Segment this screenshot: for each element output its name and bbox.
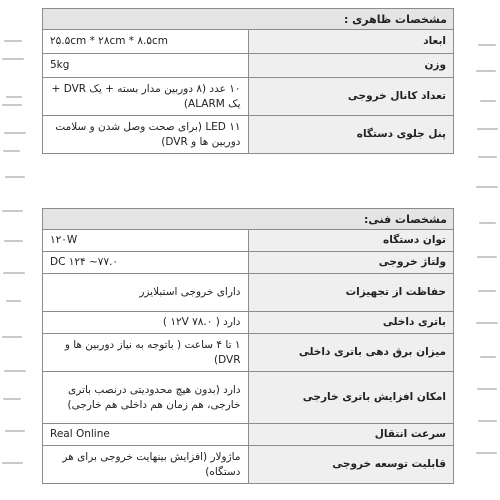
technical-specs-table [42, 208, 454, 484]
spec-value: 5kg [43, 54, 249, 78]
table-row [43, 334, 454, 372]
spec-label: پنل جلوی دستگاه [248, 116, 454, 154]
spec-value: ۱۲۰W [43, 230, 249, 252]
table-header-row [43, 9, 454, 30]
table-row [43, 230, 454, 252]
spec-label: ولتاژ خروجی [248, 252, 454, 274]
table-row [43, 274, 454, 312]
table-row [43, 54, 454, 78]
right-page-edge-fragment [472, 0, 500, 500]
table-row [43, 446, 454, 484]
table-row [43, 78, 454, 116]
spec-label: توان دستگاه [248, 230, 454, 252]
spec-label: ابعاد [248, 30, 454, 54]
spec-value: ۱۰ عدد (۸ دوربین مدار بسته + یک DVR + یک ALARM) [43, 78, 249, 116]
table-row [43, 312, 454, 334]
spec-label: سرعت انتقال [248, 424, 454, 446]
table-row [43, 424, 454, 446]
spec-label: میزان برق دهی باتری داخلی [248, 334, 454, 372]
spec-label: وزن [248, 54, 454, 78]
spec-value: ۱ تا ۴ ساعت ( باتوجه به نیاز دوربین ها و DVR) [43, 334, 249, 372]
spec-label: باتری داخلی [248, 312, 454, 334]
physical-specs-heading: مشخصات ظاهری : [43, 9, 454, 30]
table-row [43, 372, 454, 424]
table-header-row [43, 209, 454, 230]
spec-label: امکان افزایش باتری خارجی [248, 372, 454, 424]
spec-value: دارد (بدون هیچ محدودیتی درنصب باتری خارجی، هم زمان هم داخلی هم خارجی) [43, 372, 249, 424]
spec-label: حفاظت از تجهیزات [248, 274, 454, 312]
table-row [43, 30, 454, 54]
spec-value: DC ۱۲۴ ~۷۷.۰ [43, 252, 249, 274]
physical-specs-table [42, 8, 454, 154]
spec-value: ۲۵.۵cm * ۲۸cm * ۸.۵cm [43, 30, 249, 54]
spec-value: LED ۱۱ (برای صحت وصل شدن و سلامت دوربین ها و DVR) [43, 116, 249, 154]
spec-value: Real Online [43, 424, 249, 446]
spec-value: ماژولار (افزایش بینهایت خروجی برای هر دستگاه) [43, 446, 249, 484]
spec-value: دارای خروجی استبلایزر [43, 274, 249, 312]
table-row [43, 252, 454, 274]
table-row [43, 116, 454, 154]
spec-label: تعداد کانال خروجی [248, 78, 454, 116]
technical-specs-heading: مشخصات فنی: [43, 209, 454, 230]
spec-value: دارد ( ۱۲V ۷۸.۰ ) [43, 312, 249, 334]
left-page-edge-fragment [0, 0, 28, 500]
spec-label: قابلیت توسعه خروجی [248, 446, 454, 484]
